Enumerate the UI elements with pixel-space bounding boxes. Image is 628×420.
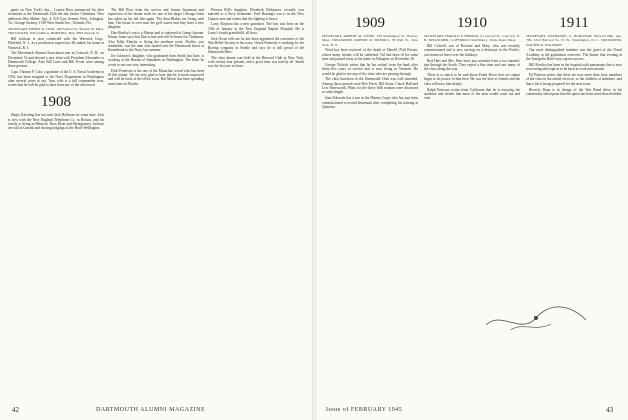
column-paragraph: Dan Hooley's son is a Marine and is stationed at Camp Lejeune. Kenny Jones says that Dan is fine and will be home for Christmas. Also Eddy Elmslie is flying the northern route. Hooley, you remember, was the man who turned over the Dartmouth house at Kennebunk to the Navy last summer.: [108, 31, 204, 53]
right-page: [316, 0, 628, 420]
column-paragraph: Larry Boynton has a new grandson. The boy was born on the 10th of January at the New England Baptist Hospital. He is Larry's fourth grandchild, all boys.: [208, 22, 304, 36]
column-paragraph: Word has been received of the death of Harold (Val) Brown, whose many friends will be saddened. Val had been ill for some time and passed away at his home in Arlington on December 28.: [322, 48, 418, 62]
column-paragraph: Joe Johnson's daughter, who graduated from Smith last June, is working at the Bureau of Standards in Washington. The letter he wrote to me was very interesting.: [108, 54, 204, 67]
decorative-flourish-icon: [481, 290, 591, 340]
column-paragraph: The Bill Ross from the service and former lieutenant and supervisor of the heater work for one of the larger Chicago firms has taken up his old line again. The Stan Blakes are living with him. The house is over near the golf course and they have a new daughter.: [108, 8, 204, 30]
column-paragraph: Rod Hart and Mrs. Hart have just returned from a two months' trip through the South. They report a fine time and saw many of the class along the way.: [424, 58, 520, 72]
column-paragraph: The class luncheon at the Dartmouth Club was well attended. Among those present were Pete Ferris, Bill Stone, Chuck Hall and Lew Farnsworth. Plans for the thirty-fifth reunion were discussed at some length.: [322, 77, 418, 95]
column-paragraph: The Merrimack Alumni Association met in Concord, N. H., on December 16 and elected a new slate with President Alexander to Dartmouth College. Also Bill Lurie and Bill Foster were among those present.: [8, 51, 104, 69]
column-2: [108, 8, 204, 398]
class-year-heading: 1911: [559, 15, 589, 31]
class-year-heading: 1910: [457, 15, 487, 31]
page-footer-right: Issue of FEBRUARY 1945: [326, 407, 403, 413]
column-paragraph: The class dinner was held at the Harvard Club in New York, with twenty-four present, and a good time was had by all. Smith was the last one to leave.: [208, 55, 304, 69]
class-officers: SECRETARY, HAROLD P. HINMAN, 6 Concord St., Concord, N. H. TREASURER, CLIFFORD P. RANDALL, Yarde Road, Mass.: [424, 34, 520, 43]
column-paragraph: Harpo Katching has not seen Jack Hoffman for some time. Jack is now with the New England Telephone Co. in Boston, and his family is living in Belmont. Ross Ryan and Montgomery Jackson are still in Canada and sharing lodgings at the Hotel Wellington.: [8, 113, 104, 131]
column-1: [8, 8, 104, 398]
class-officers: SECRETARY, NATHANIEL G. BURLEIGH, Harvard Hall, Apt. 709, 2312 Harvard St., N. W., Washington, D. C. TREASURER, WALTER R. WALDRON: [526, 34, 622, 47]
column-paragraph: Beverly Dana is in charge of the War Bond drive in his community and reports that the quota has been more than doubled.: [526, 87, 622, 96]
column-paragraph: Bill Rowley has been in the hospital with pneumonia but is now recovering and expects to be back at work next month.: [526, 62, 622, 72]
page-footer-left: DARTMOUTH ALUMNI MAGAZINE: [96, 407, 206, 413]
column-paragraph: Our most distinguished member was the guest of the Naval Academy at the graduation exercises. The dinner that evening at the Annapolis Hotel was a great success.: [526, 48, 622, 62]
column-3: [208, 8, 304, 398]
column-paragraph: Dick Patterson is the one of the Montclair crowd who has been ill this winter. We are very glad to hear that he is much improved and will be back at the office soon. Hal Morse has been spending some time in Florida.: [108, 68, 204, 86]
column-paragraph: gents on New York's day.... Lonnie Ross announced his after seventeen at the Dartmouth Club the day before Christmas. New addresses Ben Maher, Apt. 4, 518 Cass Avenue West, Arlington, Va.; George Swaney, 1539 West Smith Ave., Orlando, Fla.: [8, 8, 104, 25]
column-paragraph: George Nichols writes that he has retired from the bank after thirty-five years of service and is now living in Vermont. He would be glad to see any of the class who are passing through.: [322, 62, 418, 76]
column-paragraph: Bill Jackson is now connected with the Warwick Corp., Pittsfield, N. J., as a production supervisor. He makes his home in Warwick, R. I.: [8, 36, 104, 50]
column-paragraph: There is so much to be said about Frank Howe that we cannot begin to do justice to him here. He was the best of friends and the class will miss him deeply.: [424, 73, 520, 86]
column-paragraph: Jack Owen tells me he has been appointed the executive of the War Relief Society in his town. Chuck Kennedy is working for the Boeing company in Seattle and says he is still proud of the Dartmouth Bees.: [208, 36, 304, 54]
column-paragraph: Capt. Thomas F. Cato, a graduate of the U. S. Naval Academy in 1933, has been assigned to the Navy Department in Washington after several years at sea. Tom, who is a full commander now, writes that he will be glad to hear from any of the old crowd.: [8, 70, 104, 88]
column-paragraph: Pierson Bill's daughter, Elizabeth Dickinson, recently was married to a Navy lieutenant. Fred Bunting's son is in the New Guinea area and writes that the fighting is heavy.: [208, 8, 304, 21]
column-paragraph: Ed Pearson writes that there are now more than forty members of the class in the armed services, or the children of members, and that a list is being prepared for the next issue.: [526, 73, 622, 86]
column-paragraph: Ralph Peterson writes from California that he is enjoying the sunshine and wishes that more of the men would come out and visit.: [424, 87, 520, 101]
column-paragraph: Bill Colwell, son of Rossiter and Mary, who was recently commissioned and is now serving on a destroyer in the Pacific, was home on leave over the holidays.: [424, 44, 520, 57]
page-number-left: 42: [12, 406, 19, 414]
left-page: [0, 0, 312, 420]
class-year-heading: 1908: [41, 94, 71, 111]
class-officers: SECRETARY, HENRY K. LINK, 140 Federal St., Boston 10, Mass. TREASURER, WILLARD A. HORNING, Bud, 3803 Newton St.: [8, 26, 104, 36]
column-4: [322, 8, 418, 398]
page-number-right: 43: [606, 406, 613, 414]
column-paragraph: Sam Edwards has a son in the Marine Corps who has just been commissioned a second lieutenant after completing his training at Quantico.: [322, 96, 418, 109]
class-year-heading: 1909: [355, 15, 385, 31]
class-officers: SECRETARY, ROBERT M. STONE, 336 Washington St., Boston, Mass. TREASURER, ROBERT R. NICHOLS, 56 Wall St., New York, N. Y.: [322, 34, 418, 47]
